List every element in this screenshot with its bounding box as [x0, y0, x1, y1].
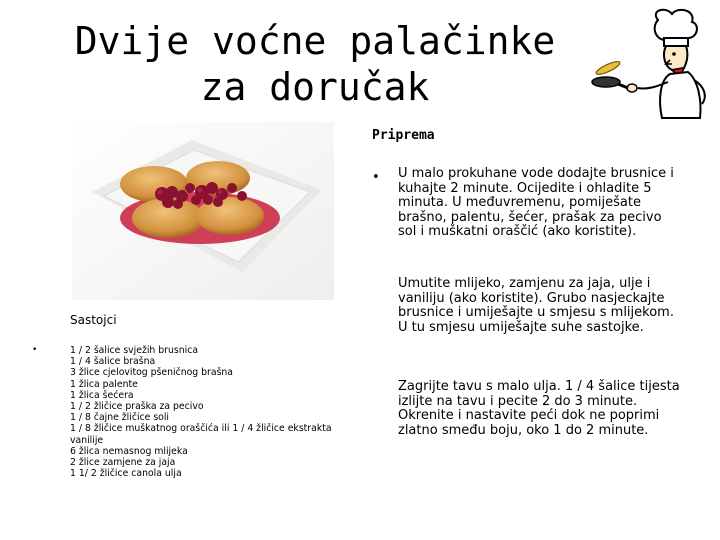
list-item: 1 1/ 2 žličice canola ulja [70, 468, 182, 480]
list-item: 1 / 2 žličice praška za pecivo [70, 401, 204, 413]
list-item: 1 / 2 šalice svježih brusnica [70, 345, 199, 356]
list-item: 1 / 8 čajne žličice soli [70, 412, 170, 424]
pancakes-photo [72, 122, 334, 300]
ingredients-bullet: • [32, 345, 38, 355]
list-item: 1 / 8 žličice muškatnog oraščića ili 1 / 4 žličice ekstrakta vanilije [70, 423, 332, 446]
preparation-step: Zagrijte tavu s malo ulja. 1 / 4 šalice tijesta izlijte na tavu i pecite 2 do 3 minute. Okrenite i nastavite peći dok ne poprimi zlatno smeđu boju, oko 1 do 2 minute. [398, 379, 680, 438]
ingredients-heading: Sastojci [70, 313, 117, 327]
list-item: 3 žlice cjelovitog pšeničnog brašna [70, 367, 234, 379]
list-item: 1 / 4 šalice brašna [70, 356, 156, 368]
list-item: 6 žlica nemasnog mlijeka [70, 445, 188, 457]
preparation-step: U malo prokuhane vode dodajte brusnice i kuhajte 2 minute. Ocijedite i ohladite 5 minuta. U međuvremenu, pomiješate brašno, palentu, šećer, prašak za pecivo sol i muškatni oraščić (ako koristite). [398, 166, 674, 240]
page-title: Dvije voćne palačinke za doručak [74, 19, 556, 109]
list-item: 1 žlica šećera [70, 389, 134, 401]
chef-icon [588, 8, 716, 120]
preparation-step: Umutite mlijeko, zamjenu za jaja, ulje i vaniliju (ako koristite). Grubo nasjeckajte brusnice i umiješajte u smjesu s mlijekom. U tu smjesu umiješajte suhe sastojke. [398, 276, 674, 335]
preparation-bullet: • [372, 170, 380, 185]
preparation-heading: Priprema [372, 128, 435, 143]
list-item: 1 žlica palente [70, 378, 138, 390]
list-item: 2 žlice zamjene za jaja [70, 457, 176, 469]
ingredients-list [70, 345, 360, 479]
